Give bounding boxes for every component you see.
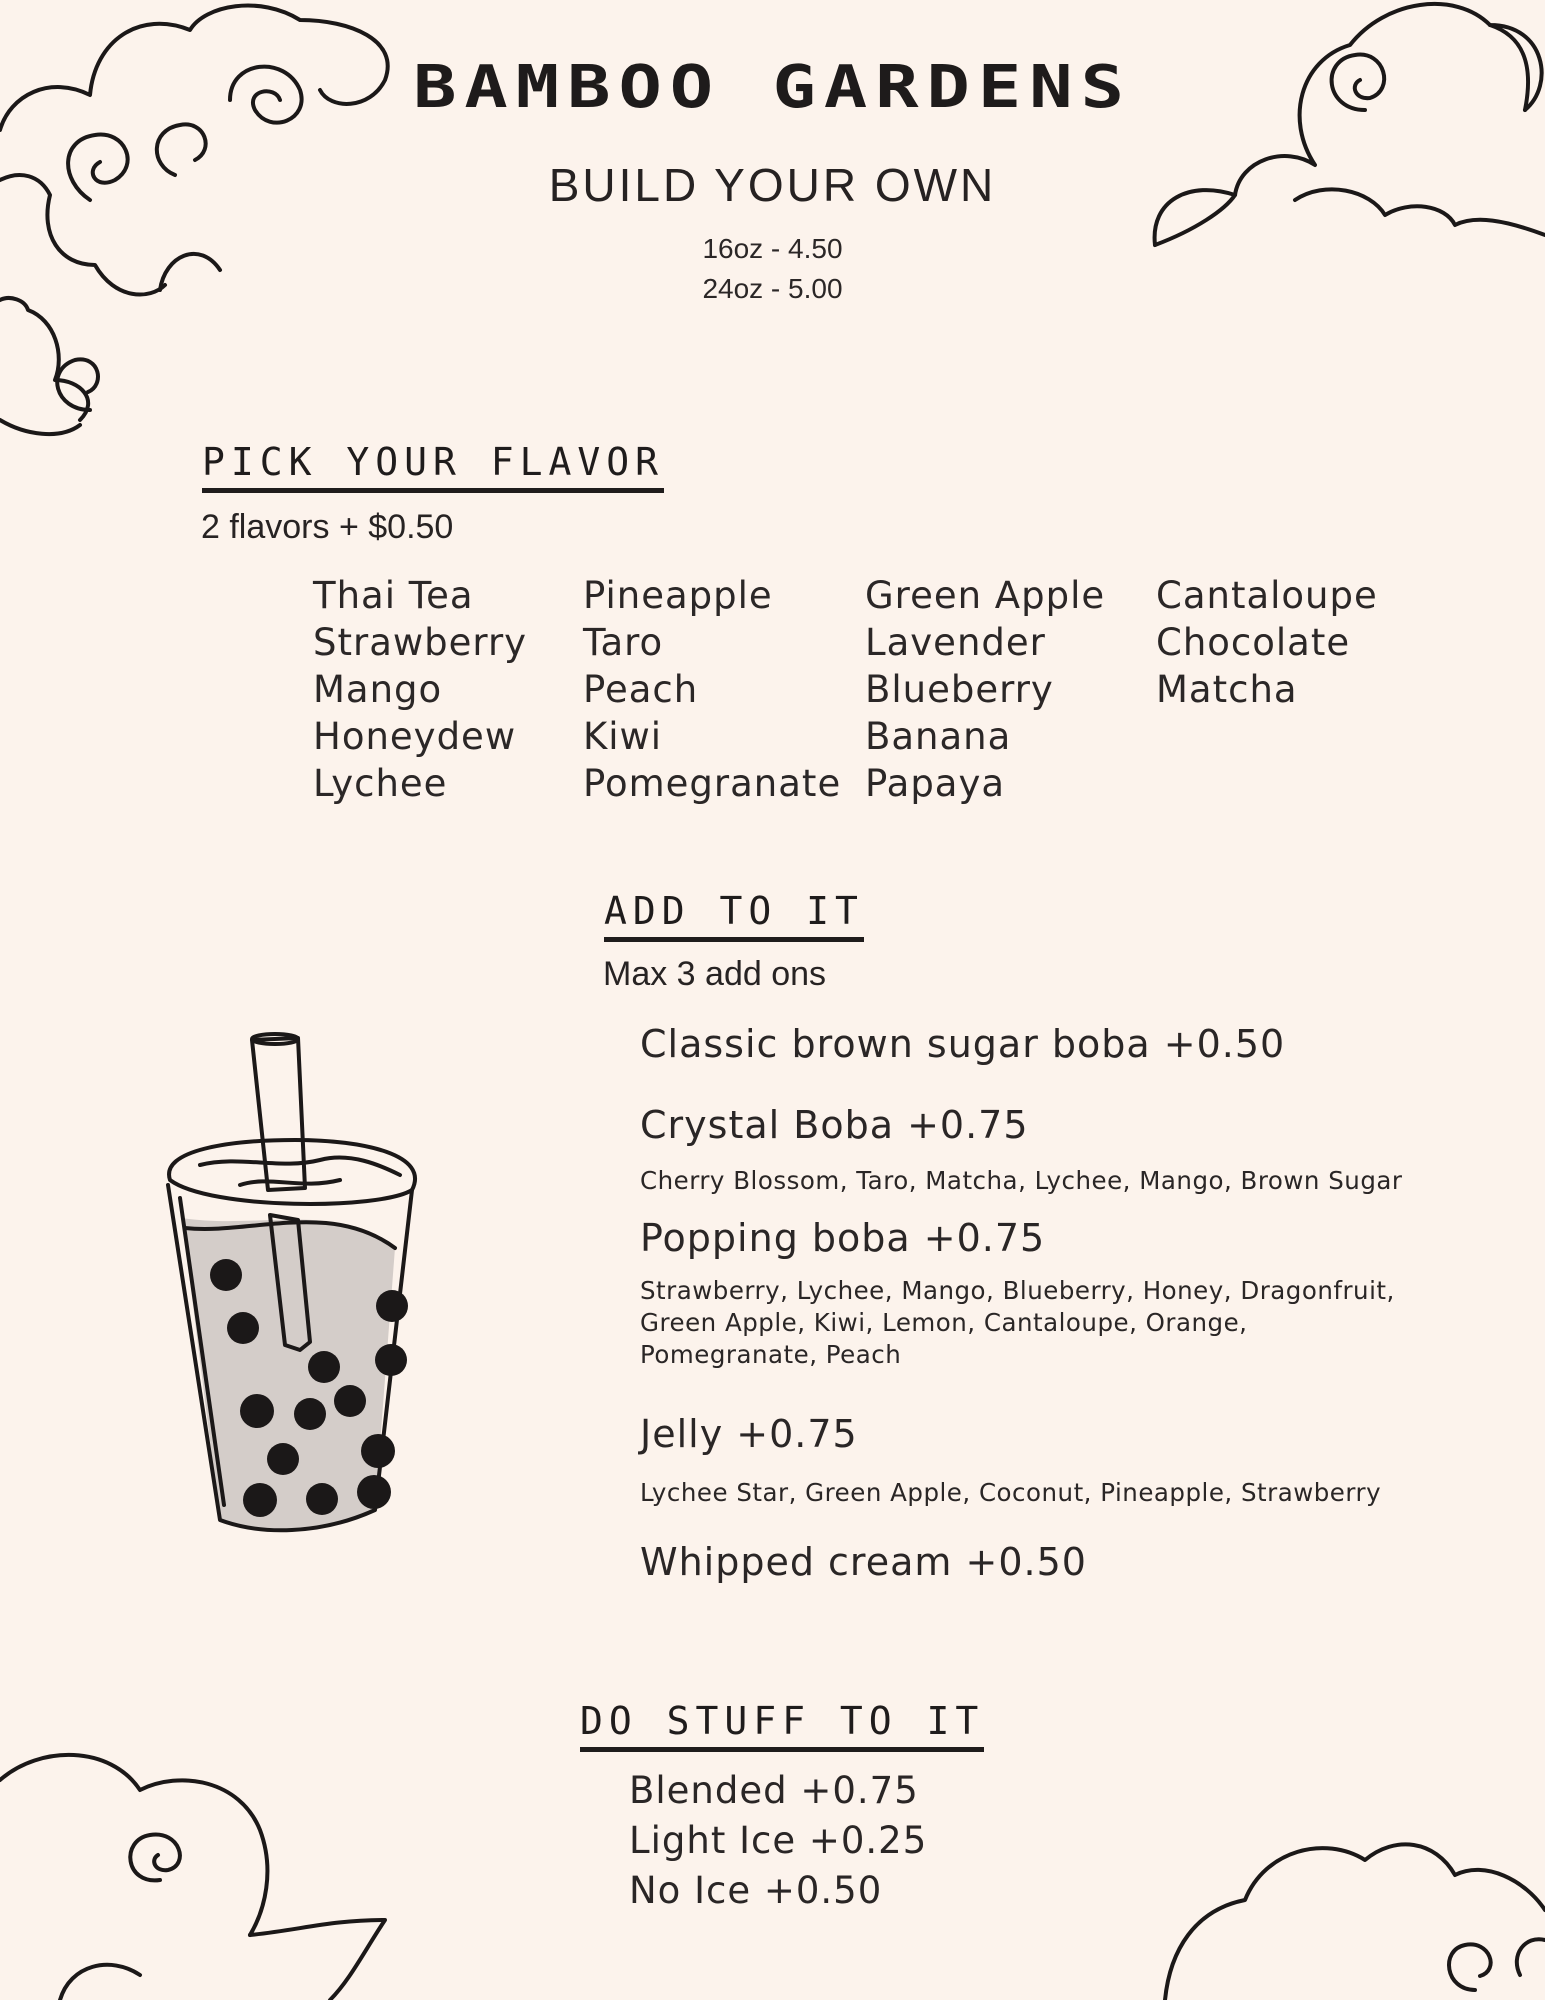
cloud-bottom-right-icon	[1165, 1740, 1545, 2000]
flavor-column-3	[865, 572, 1105, 807]
flavor-item: Green Apple	[865, 574, 1106, 617]
flavor-section-heading: PICK YOUR FLAVOR	[202, 440, 664, 493]
addon-crystal-boba: Crystal Boba +0.75	[640, 1103, 1029, 1147]
flavor-item: Banana	[865, 715, 1012, 758]
addons-note: Max 3 add ons	[603, 955, 827, 993]
flavor-item: Pineapple	[583, 574, 773, 617]
flavor-column-1	[313, 572, 527, 807]
cloud-top-right-icon	[1155, 0, 1545, 260]
flavor-note: 2 flavors + $0.50	[201, 508, 454, 546]
flavor-item: Papaya	[865, 762, 1006, 805]
flavor-item: Strawberry	[313, 621, 528, 664]
cloud-bottom-left-icon	[0, 1750, 390, 2000]
flavor-item: Blueberry	[865, 668, 1054, 711]
flavor-item: Lychee	[313, 762, 448, 805]
flavor-column-2	[583, 572, 841, 807]
modifier-light-ice: Light Ice +0.25	[629, 1819, 928, 1862]
flavor-column-4	[1156, 572, 1378, 713]
flavor-item: Peach	[583, 668, 699, 711]
flavor-item: Mango	[313, 668, 443, 711]
menu-subtitle: BUILD YOUR OWN	[548, 159, 997, 211]
modifiers-section-heading: DO STUFF TO IT	[580, 1699, 984, 1752]
flavor-item: Honeydew	[313, 715, 517, 758]
flavor-item: Cantaloupe	[1156, 574, 1378, 617]
boba-cup-icon	[150, 1030, 470, 1550]
flavor-item: Lavender	[865, 621, 1046, 664]
modifier-blended: Blended +0.75	[629, 1769, 919, 1812]
price-16oz: 16oz - 4.50	[702, 233, 843, 264]
brand-title: BAMBOO GARDENS	[413, 52, 1132, 121]
addon-jelly: Jelly +0.75	[640, 1412, 858, 1456]
addons-section-heading: ADD TO IT	[604, 889, 864, 942]
flavor-item: Matcha	[1156, 668, 1298, 711]
modifiers-list	[629, 1766, 927, 1916]
modifier-no-ice: No Ice +0.50	[629, 1869, 883, 1912]
addon-classic-boba: Classic brown sugar boba +0.50	[640, 1022, 1286, 1066]
addon-whipped-cream: Whipped cream +0.50	[640, 1540, 1087, 1584]
flavor-item: Kiwi	[583, 715, 663, 758]
flavor-item: Chocolate	[1156, 621, 1351, 664]
price-24oz: 24oz - 5.00	[702, 273, 843, 304]
addon-jelly-desc: Lychee Star, Green Apple, Coconut, Pineapple, Strawberry	[640, 1478, 1382, 1507]
flavor-item: Taro	[583, 621, 664, 664]
addon-popping-boba: Popping boba +0.75	[640, 1216, 1046, 1260]
addon-crystal-boba-desc: Cherry Blossom, Taro, Matcha, Lychee, Mango, Brown Sugar	[640, 1166, 1403, 1195]
addon-popping-boba-desc: Strawberry, Lychee, Mango, Blueberry, Honey, Dragonfruit, Green Apple, Kiwi, Lemon, Cantaloupe, Orange, Pomegranate, Peach	[640, 1276, 1395, 1369]
flavor-item: Thai Tea	[313, 574, 474, 617]
flavor-item: Pomegranate	[583, 762, 842, 805]
